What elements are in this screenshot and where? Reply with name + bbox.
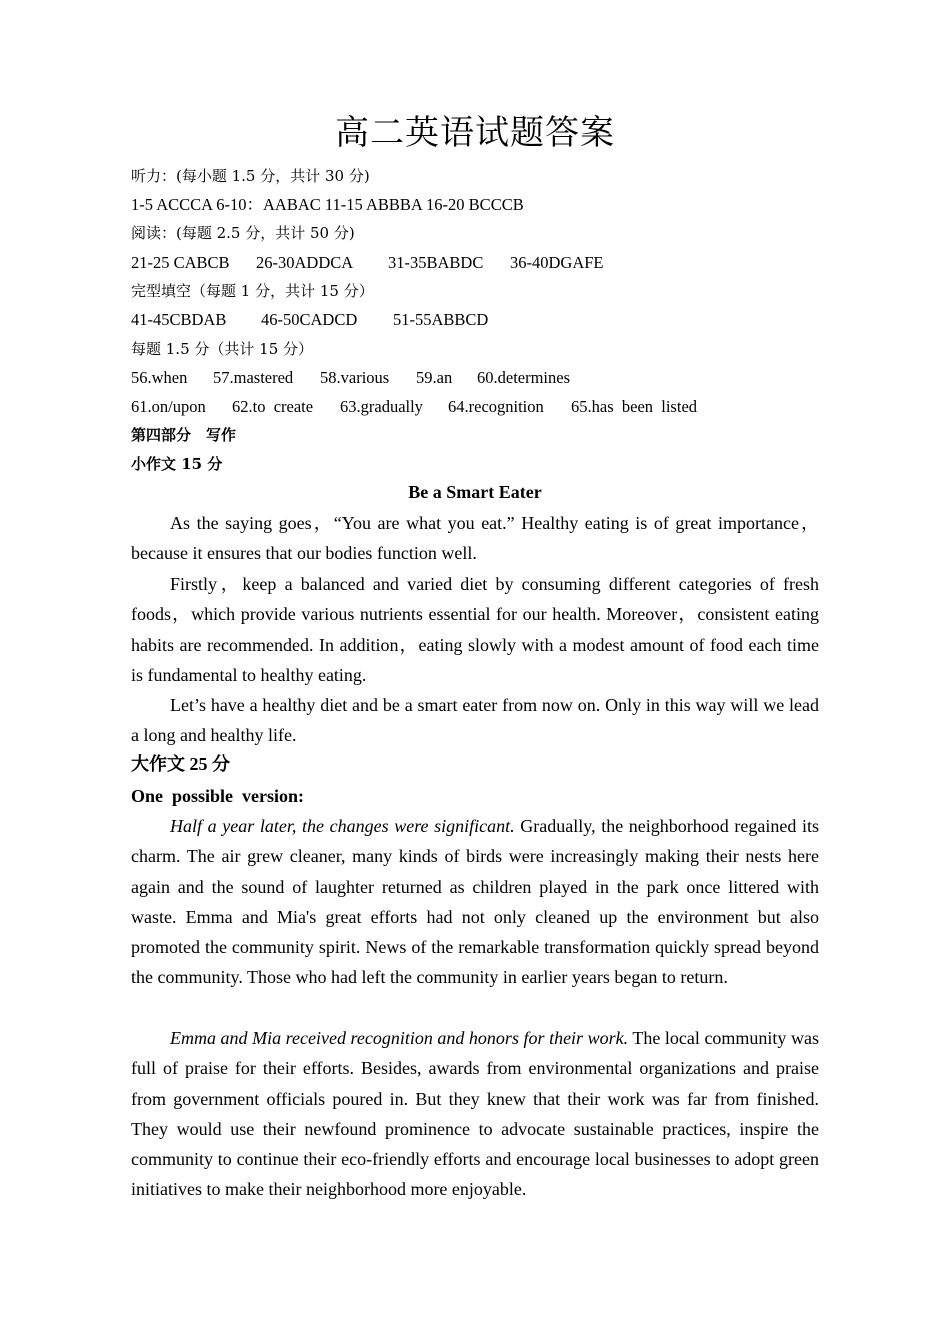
cloze-answer: 41-45CBDAB <box>131 310 227 329</box>
grammar-answer: 61.on/upon <box>131 397 206 416</box>
grammar-answer: 64.recognition <box>448 397 544 416</box>
small-essay-paragraph: Firstly，keep a balanced and varied diet by consuming different categories of fresh foods，which provide various nutrients essential for our health. Moreover，consistent eating habits are recommended. In addition，eating slowly with a modest amount of food each time is fundamental to healthy eating. <box>131 574 819 685</box>
listening-answers: 1-5 ACCCA 6-10：AABAC 11-15 ABBBA 16-20 BCCCB <box>131 195 524 214</box>
grammar-answer: 62.to create <box>232 397 314 416</box>
cloze-header: 完型填空（每题 1 分，共计 15 分） <box>131 282 374 300</box>
grammar-header: 每题 1.5 分（共计 15 分） <box>131 340 314 358</box>
large-essay-header: 大作文 25 分 <box>131 754 230 774</box>
grammar-answer: 58.various <box>320 368 390 387</box>
cloze-answer: 51-55ABBCD <box>393 310 489 329</box>
essay-paragraph-2-lead: Emma and Mia received recognition and honors for their work. <box>170 1028 629 1048</box>
grammar-answer: 60.determines <box>477 368 571 387</box>
small-essay-title: Be a Smart Eater <box>408 482 542 502</box>
grammar-answer: 63.gradually <box>340 397 423 416</box>
page-title: 高二英语试题答案 <box>335 113 615 153</box>
grammar-answer: 59.an <box>416 368 453 387</box>
writing-part-header: 第四部分 写作 <box>131 426 237 444</box>
reading-answer: 36-40DGAFE <box>510 253 604 272</box>
reading-answer: 31-35BABDC <box>388 253 484 272</box>
grammar-answer: 65.has been listed <box>571 397 698 416</box>
small-essay-paragraph: As the saying goes，“You are what you eat.” Healthy eating is of great importance，because it ensures that our bodies function well. <box>131 513 819 564</box>
essay-paragraph-1-body: Gradually, the neighborhood regained its charm. The air grew cleaner, many kinds of birds were increasingly making their nests here again and the sound of laughter returned as children played in the park once littered with waste. Emma and Mia's great efforts had not only cleaned up the environment but also promoted the community spirit. News of the remarkable transformation quickly spread beyond the community. Those who had left the community in earlier years began to return. <box>131 816 820 988</box>
reading-answer: 21-25 CABCB <box>131 253 230 272</box>
essay-paragraph-1 <box>131 811 819 993</box>
grammar-answer: 57.mastered <box>213 368 294 387</box>
essay-paragraph-2-body: The local community was full of praise for their efforts. Besides, awards from environmental organizations and praise from government officials poured in. But they knew that their work was far from finished. They would use their newfound prominence to advocate sustainable practices, inspire the community to continue their eco-friendly efforts and encourage local businesses to adopt green initiatives to make their neighborhood more enjoyable. <box>131 1028 819 1200</box>
small-essay-paragraph: Let’s have a healthy diet and be a smart eater from now on. Only in this way will we lead a long and healthy life. <box>131 695 819 746</box>
cloze-answer: 46-50CADCD <box>261 310 358 329</box>
listening-header: 听力：(每小题 1.5 分，共计 30 分) <box>131 167 370 185</box>
essay-paragraph-1-lead: Half a year later, the changes were significant. <box>170 816 515 836</box>
grammar-answer: 56.when <box>131 368 188 387</box>
essay-paragraph-2 <box>131 1023 819 1205</box>
reading-header: 阅读：(每题 2.5 分，共计 50 分) <box>131 224 355 242</box>
reading-answer: 26-30ADDCA <box>256 253 354 272</box>
version-label: One possible version: <box>131 786 305 806</box>
small-essay-header: 小作文 15 分 <box>131 455 223 473</box>
